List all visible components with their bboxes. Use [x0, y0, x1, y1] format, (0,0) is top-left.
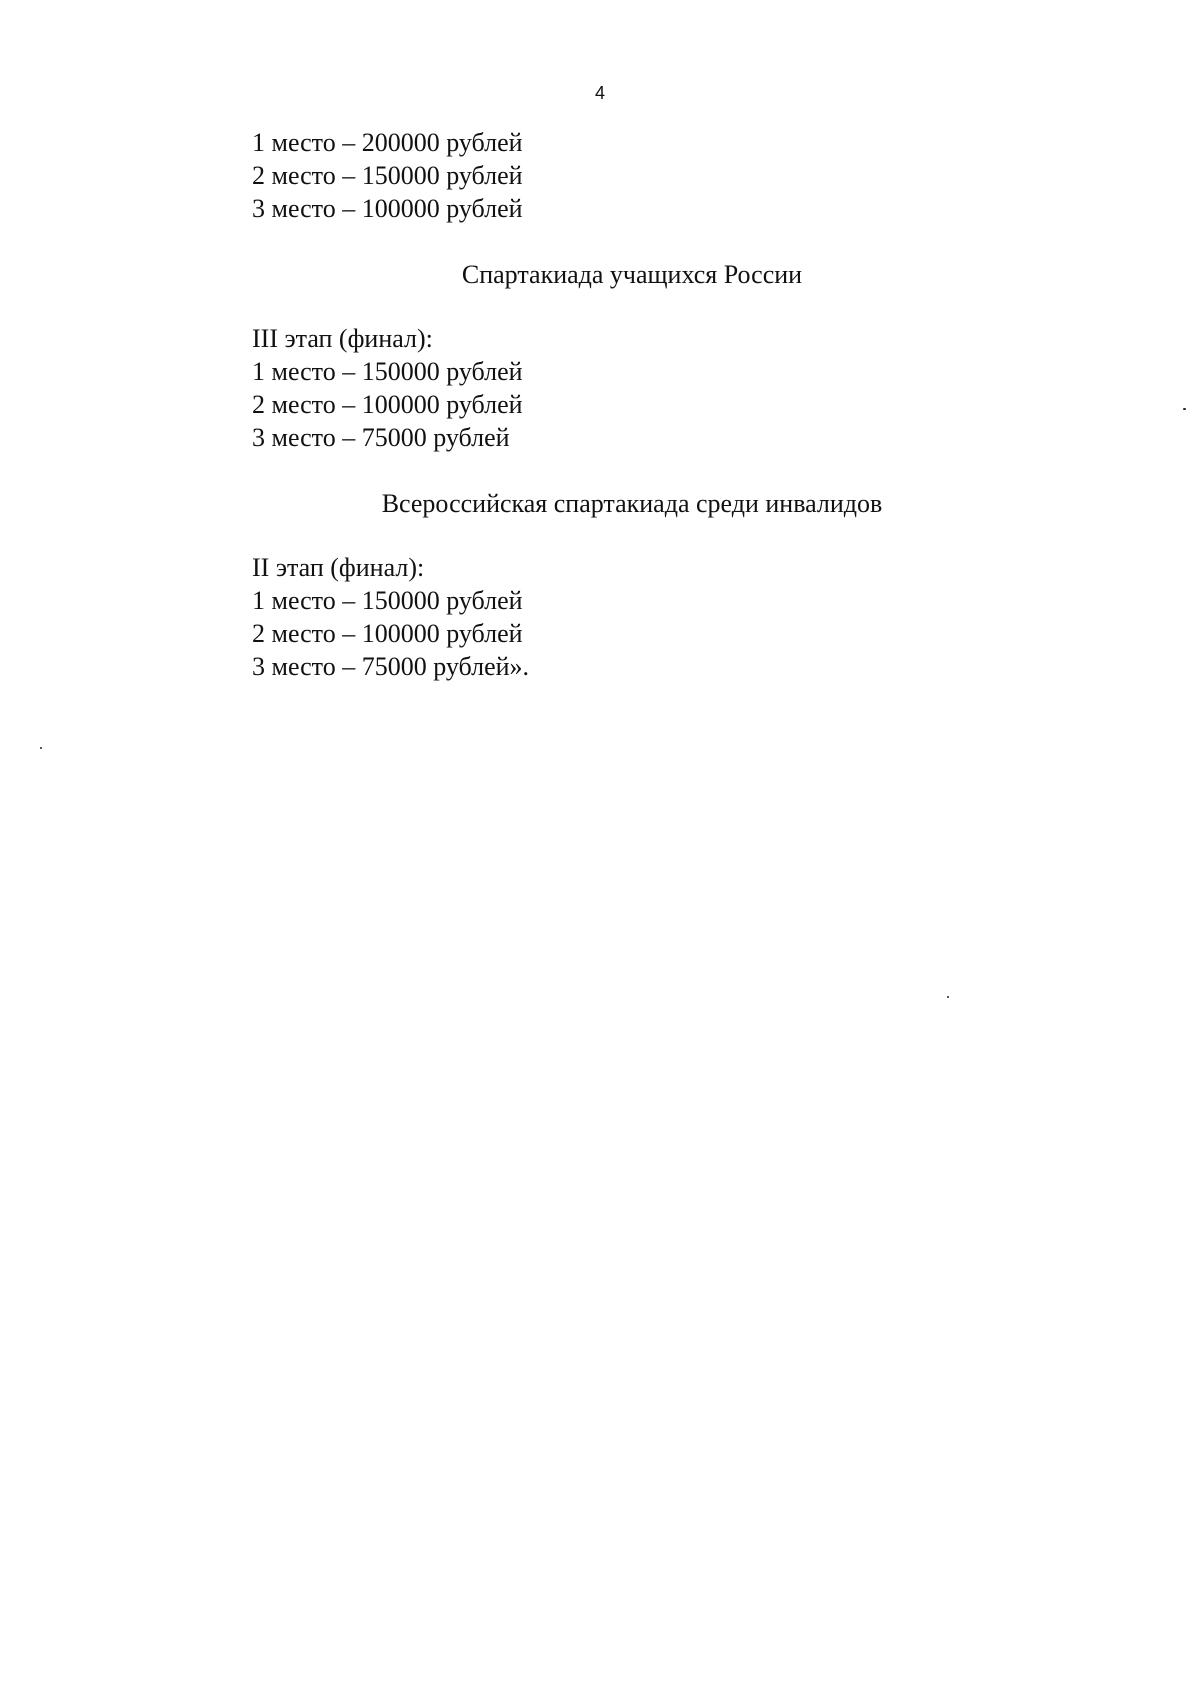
prize-line: 1 место – 200000 рублей — [252, 128, 523, 157]
stage-label: II этап (финал): — [252, 553, 425, 582]
prize-line: 2 место – 100000 рублей — [252, 619, 523, 648]
section-heading-school-spartakiad: Спартакиада учащихся России — [461, 260, 803, 289]
scan-speck — [40, 747, 42, 749]
prize-line: 2 место – 100000 рублей — [252, 390, 523, 419]
scan-speck — [947, 996, 949, 998]
prize-line: 3 место – 100000 рублей — [252, 194, 523, 223]
stage-label: III этап (финал): — [252, 324, 433, 353]
prize-list-continued — [252, 126, 523, 225]
prize-line: 1 место – 150000 рублей — [252, 357, 523, 386]
prize-list-school-spartakiad — [252, 322, 523, 454]
prize-list-disabled-spartakiad — [252, 551, 529, 683]
section-heading-disabled-spartakiad: Всероссийская спартакиада среди инвалидов — [381, 489, 883, 518]
page-number: 4 — [594, 83, 605, 103]
prize-line: 3 место – 75000 рублей». — [252, 652, 530, 681]
prize-line: 1 место – 150000 рублей — [252, 586, 523, 615]
prize-line: 3 место – 75000 рублей — [252, 423, 510, 452]
prize-line: 2 место – 150000 рублей — [252, 161, 523, 190]
scan-speck — [1183, 408, 1186, 410]
